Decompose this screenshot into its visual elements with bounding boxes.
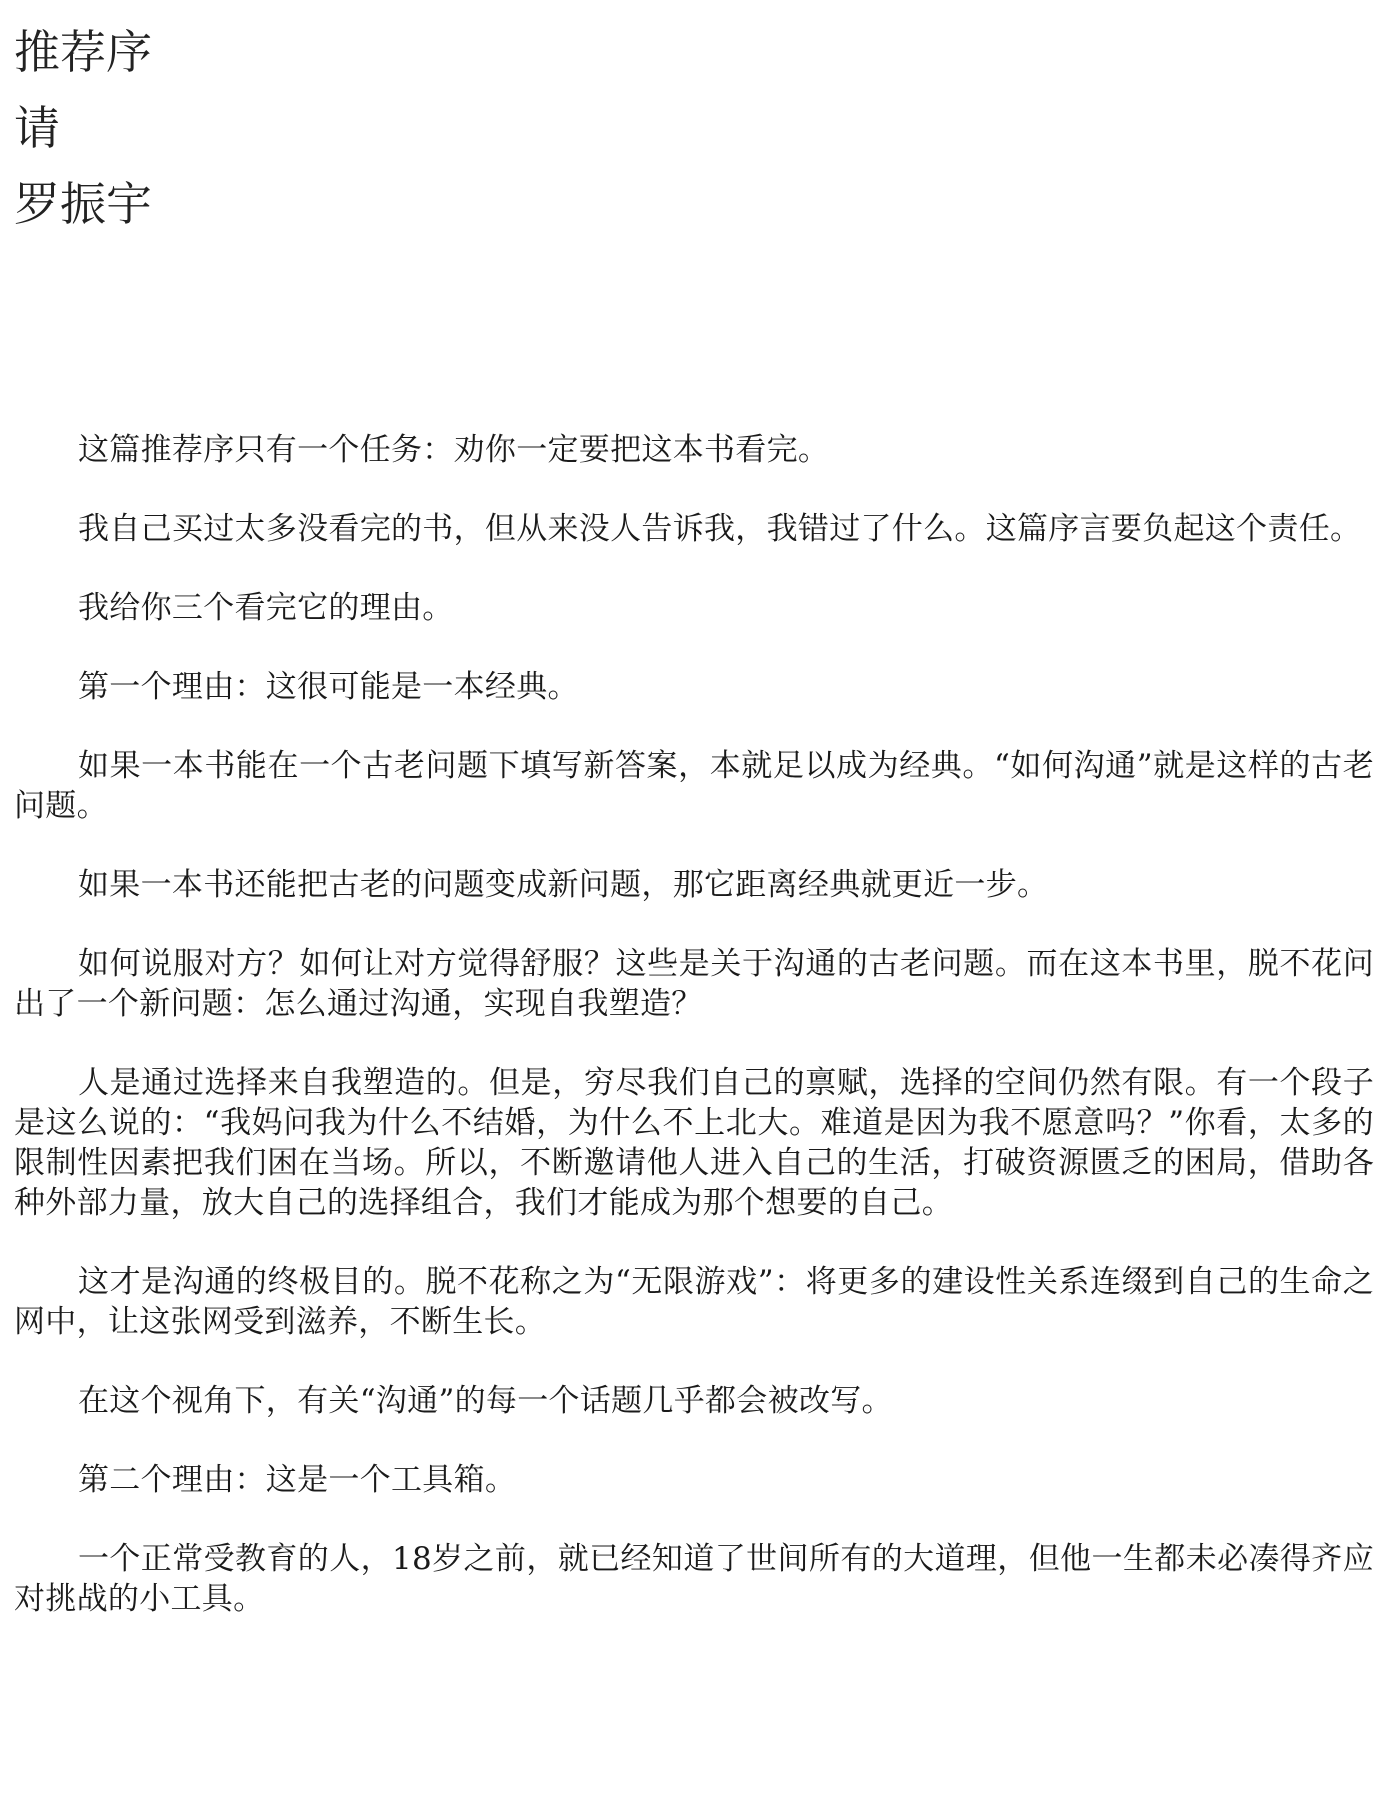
paragraph: 我给你三个看完它的理由。 xyxy=(78,590,454,626)
paragraph: 这篇推荐序只有一个任务：劝你一定要把这本书看完。 xyxy=(78,432,830,468)
paragraph: 如果一本书还能把古老的问题变成新问题，那它距离经典就更近一步。 xyxy=(78,867,1049,903)
author-name: 罗振宇 xyxy=(14,177,152,231)
body-text xyxy=(14,430,1374,1658)
paragraph: 一个正常受教育的人，18岁之前，就已经知道了世间所有的大道理，但他一生都未必凑得齐应对挑战的小工具。 xyxy=(14,1541,1374,1617)
title-block xyxy=(14,0,1374,242)
paragraph: 第二个理由：这是一个工具箱。 xyxy=(78,1462,517,1498)
section-title: 推荐序 xyxy=(14,25,152,79)
paragraph: 人是通过选择来自我塑造的。但是，穷尽我们自己的禀赋，选择的空间仍然有限。有一个段子是这么说的：“我妈问我为什么不结婚，为什么不上北大。难道是因为我不愿意吗？”你看，太多的限制性因素把我们困在当场。所以，不断邀请他人进入自己的生活，打破资源匮乏的困局，借助各种外部力量，放大自己的选择组合，我们才能成为那个想要的自己。 xyxy=(14,1065,1374,1221)
paragraph: 在这个视角下，有关“沟通”的每一个话题几乎都会被改写。 xyxy=(78,1383,893,1419)
paragraph: 如何说服对方？如何让对方觉得舒服？这些是关于沟通的古老问题。而在这本书里，脱不花问出了一个新问题：怎么通过沟通，实现自我塑造？ xyxy=(14,946,1374,1022)
paragraph: 这才是沟通的终极目的。脱不花称之为“无限游戏”：将更多的建设性关系连缀到自己的生命之网中，让这张网受到滋养，不断生长。 xyxy=(14,1264,1374,1340)
document-page xyxy=(14,0,1374,1617)
paragraph: 如果一本书能在一个古老问题下填写新答案，本就足以成为经典。“如何沟通”就是这样的古老问题。 xyxy=(14,748,1374,824)
paragraph: 第一个理由：这很可能是一本经典。 xyxy=(78,669,579,705)
title-line-request: 请 xyxy=(14,101,60,155)
paragraph: 我自己买过太多没看完的书，但从来没人告诉我，我错过了什么。这篇序言要负起这个责任。 xyxy=(78,511,1362,547)
